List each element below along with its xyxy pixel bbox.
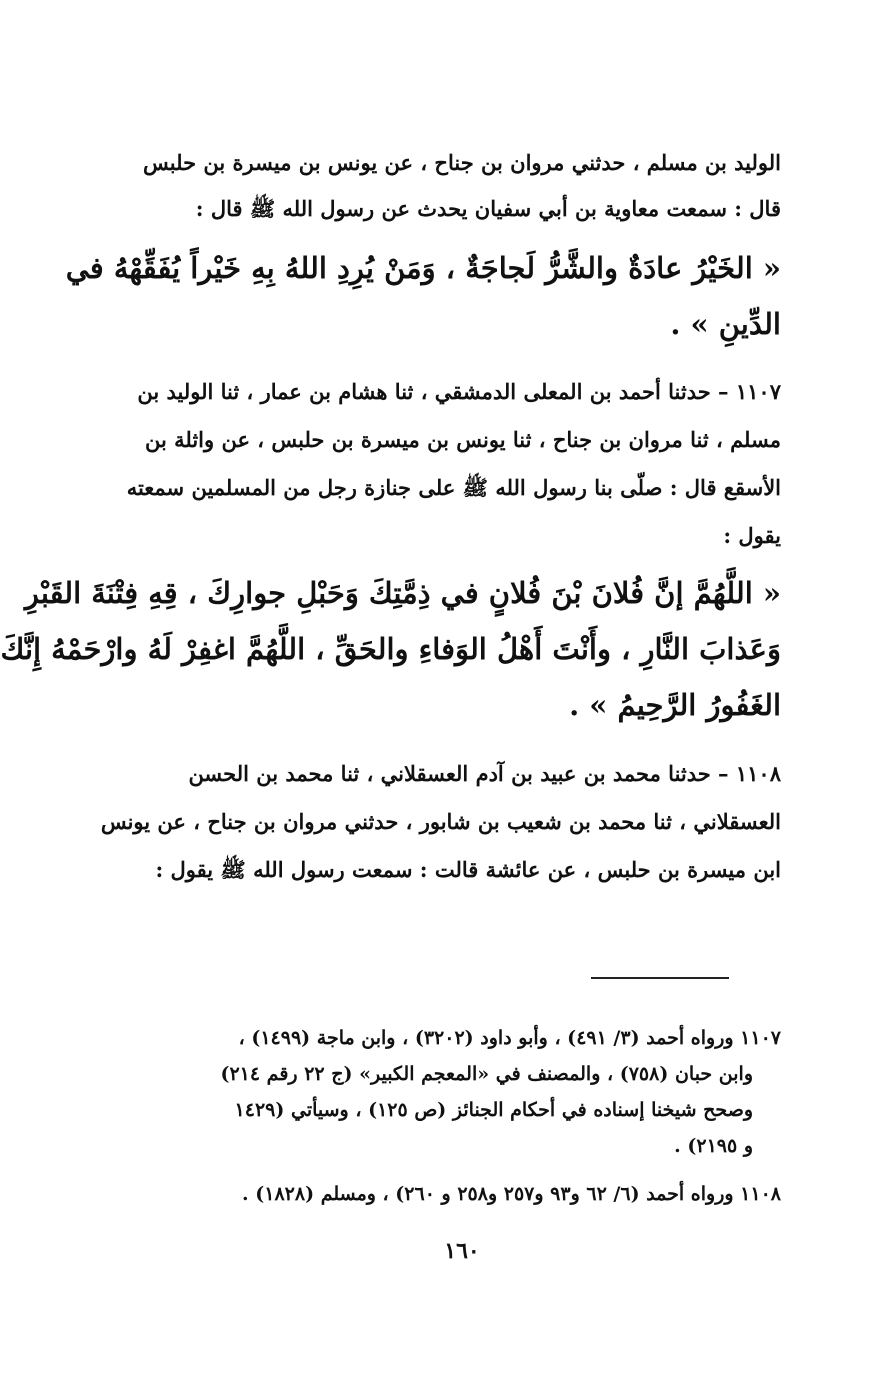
hadith-line: « اللَّهُمَّ إنَّ فُلانَ بْنَ فُلانٍ في ذِمَّتِكَ وَحَبْلِ جوارِكَ ، قِهِ فِتْنَةَ القَبْرِ [24,576,781,610]
footnote-line: ١١٠٨ ورواه أحمد (٦/ ٦٢ و٩٣ و٢٥٧ و٢٥٨ و ٢٦٠) ، ومسلم (١٨٢٨) . [242,1183,781,1205]
text-line: مسلم ، ثنا مروان بن جناح ، ثنا يونس بن ميسرة بن حلبس ، عن واثلة بن [144,427,781,452]
text-line: ابن ميسرة بن حلبس ، عن عائشة قالت : سمعت رسول الله ﷺ يقول : [155,857,781,882]
text-line: ١١٠٧ – حدثنا أحمد بن المعلى الدمشقي ، ثنا هشام بن عمار ، ثنا الوليد بن [137,379,781,404]
hadith-line: الدِّينِ » . [670,307,781,341]
text-line: الأسقع قال : صلّى بنا رسول الله ﷺ على جنازة رجل من المسلمين سمعته [126,475,781,500]
paragraph-isnad-1108 [83,750,781,894]
footnote-line: وابن حبان (٧٥٨) ، والمصنف في «المعجم الكبير» (ج ٢٢ رقم ٢١٤) [220,1063,753,1085]
page-number: ١٦٠ [444,1238,480,1264]
footnote-divider [591,977,729,979]
hadith-line: الغَفُورُ الرَّحِيمُ » . [569,688,781,722]
text-line: يقول : [723,523,781,548]
paragraph-isnad-1107 [83,368,781,560]
text-line: قال : سمعت معاوية بن أبي سفيان يحدث عن رسول الله ﷺ قال : [195,196,781,221]
text-line: العسقلاني ، ثنا محمد بن شعيب بن شابور ، حدثني مروان بن جناح ، عن يونس [100,809,781,834]
paragraph-isnad-1106-continued [83,140,781,232]
footnote-1108 [83,1176,781,1212]
hadith-matn-1107 [0,565,781,733]
footnote-line: وصحح شيخنا إسناده في أحكام الجنائز (ص ١٢٥) ، وسيأتي (١٤٢٩ [234,1099,753,1121]
footnote-line: ١١٠٧ ورواه أحمد (٣/ ٤٩١) ، وأبو داود (٣٢٠٢) ، وابن ماجة (١٤٩٩) ، [238,1027,781,1049]
footnote-1107 [83,1020,781,1164]
hadith-matn-1106 [65,240,781,352]
footnote-line: و ٢١٩٥) . [674,1135,753,1157]
hadith-line: وَعَذابَ النَّارِ ، وأَنْتَ أَهْلُ الوَفاءِ والحَقِّ ، اللَّهُمَّ اغفِرْ لَهُ وارْحَمْهُ إِنَّكَ [0,632,781,666]
text-line: الوليد بن مسلم ، حدثني مروان بن جناح ، عن يونس بن ميسرة بن حلبس [143,150,781,175]
hadith-line: « الخَيْرُ عادَةٌ والشَّرُّ لَجاجَةٌ ، وَمَنْ يُرِدِ اللهُ بِهِ خَيْراً يُفَقِّهْهُ في [65,251,781,285]
text-line: ١١٠٨ – حدثنا محمد بن عبيد بن آدم العسقلاني ، ثنا محمد بن الحسن [188,761,781,786]
